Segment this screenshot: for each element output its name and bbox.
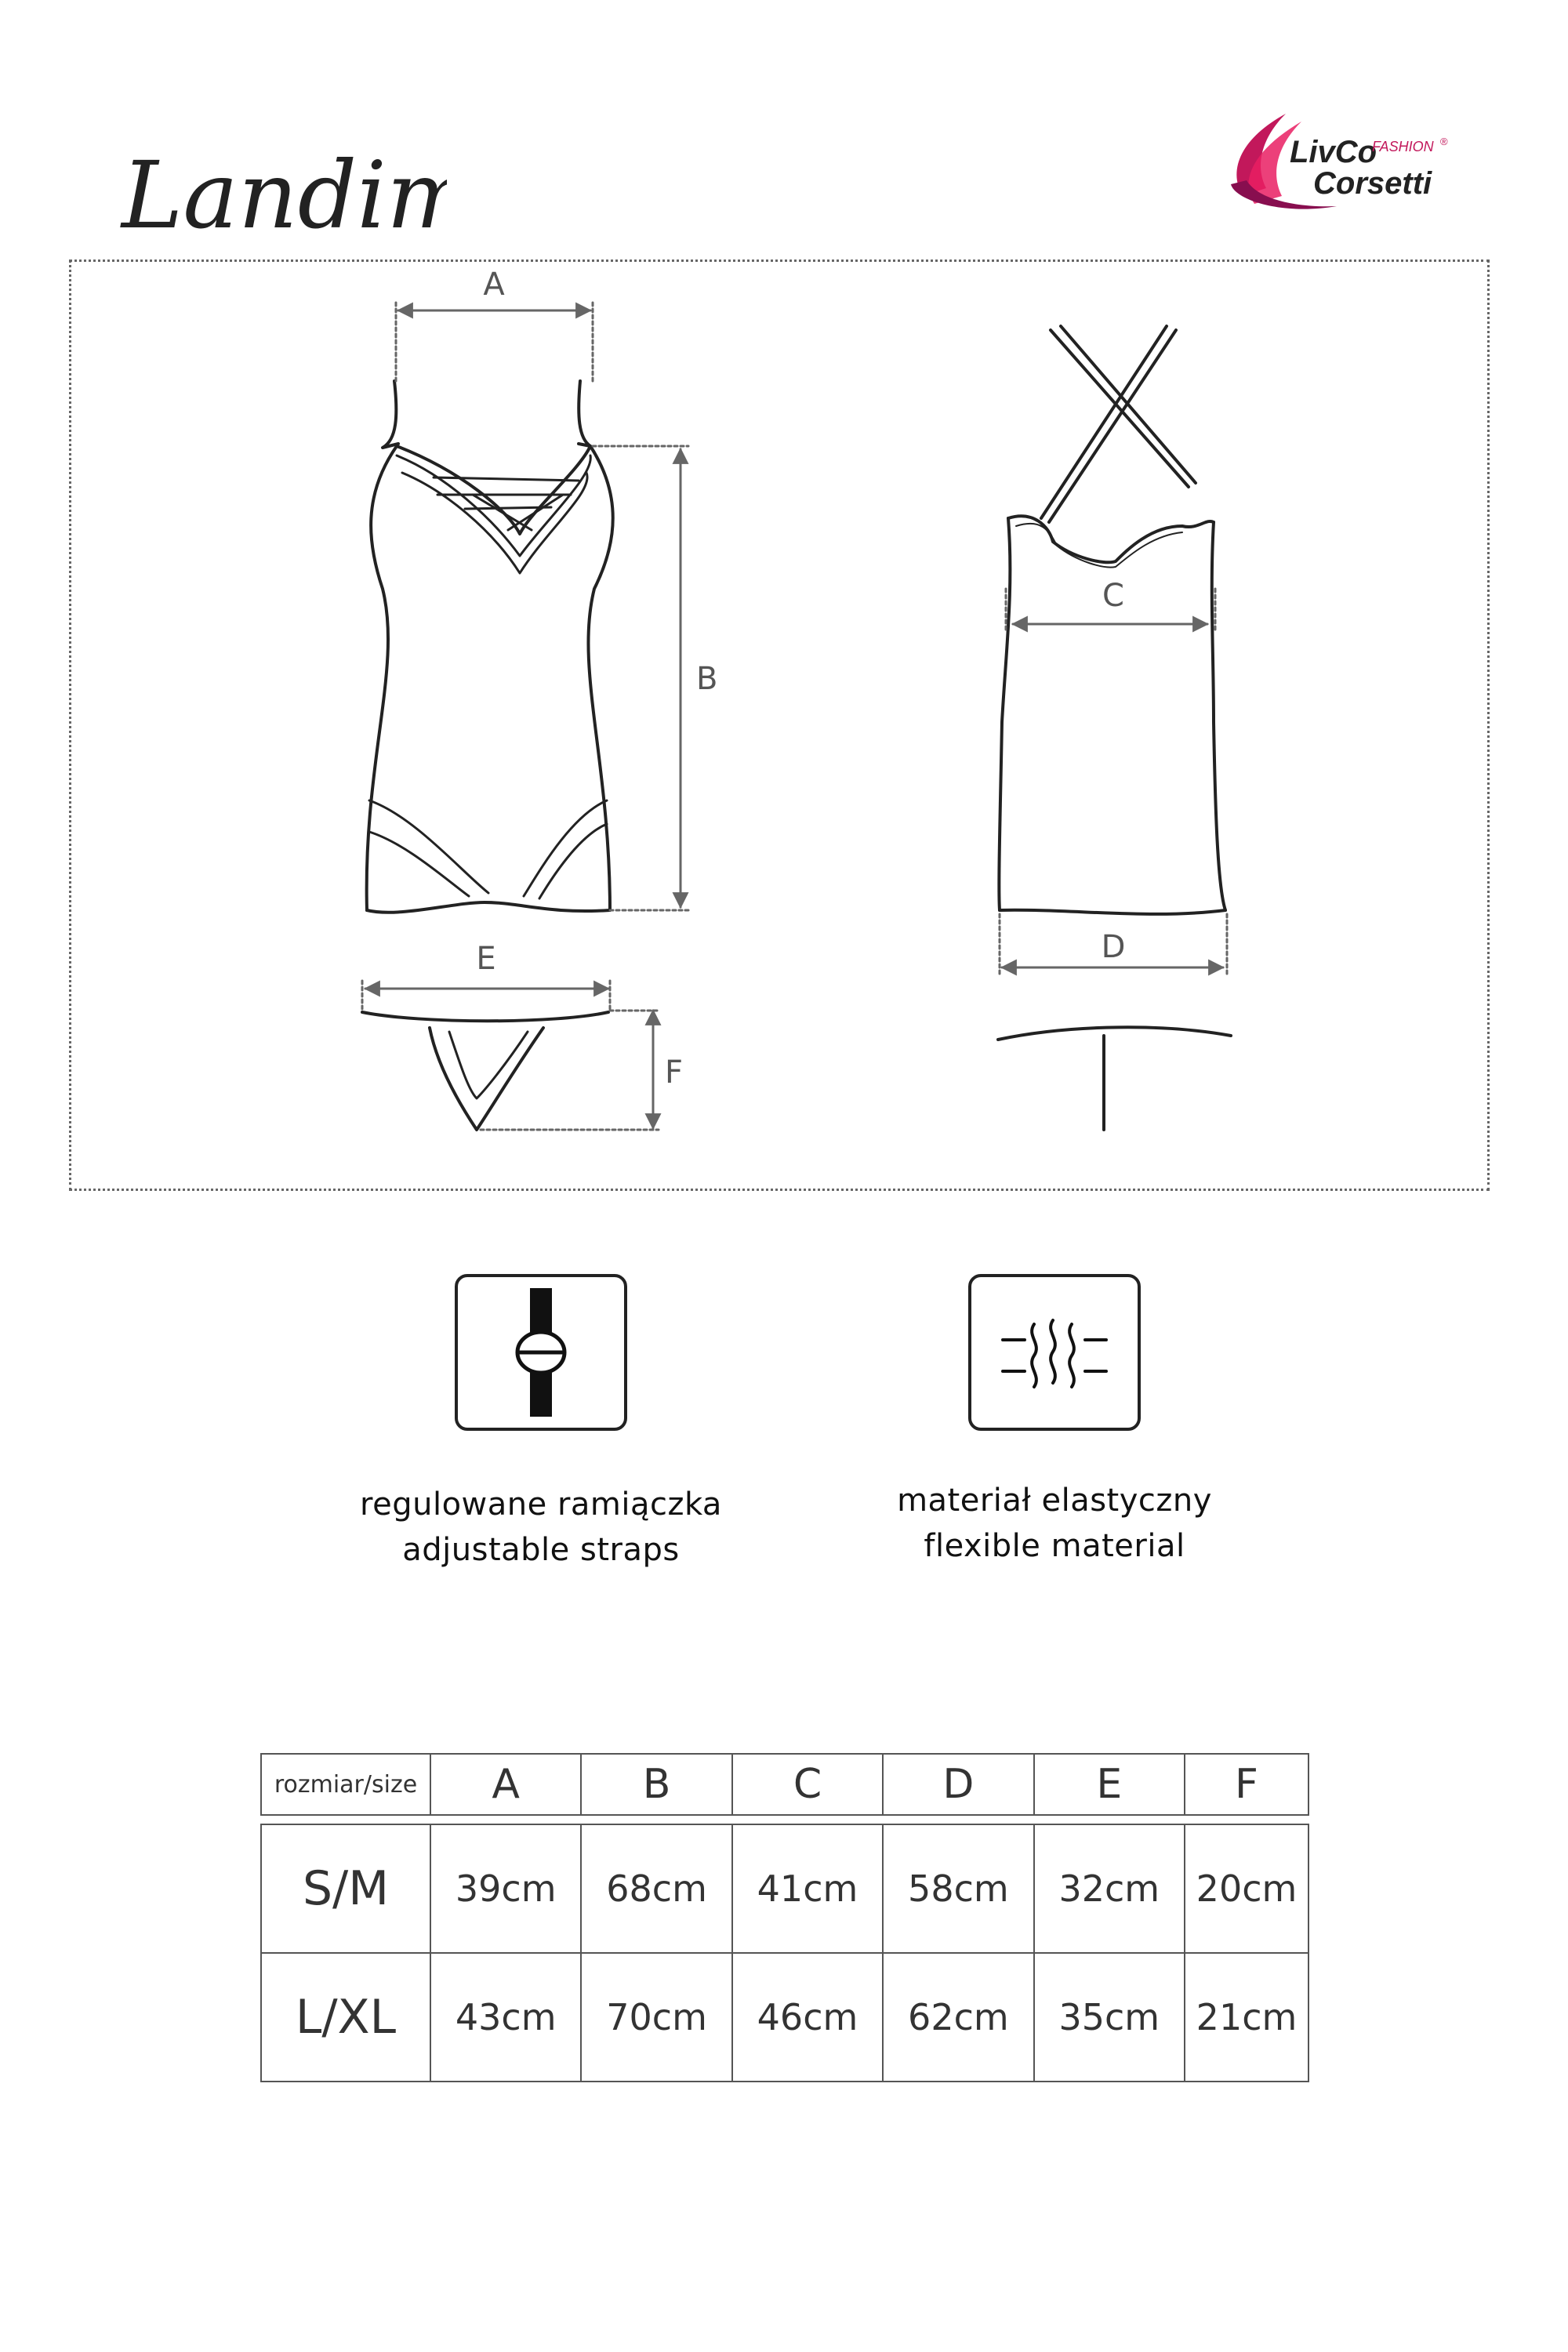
table-cell: 20cm — [1185, 1824, 1308, 1953]
dimension-f — [481, 1011, 659, 1130]
brand-logo — [1211, 106, 1478, 223]
table-cell: 46cm — [732, 1953, 883, 2082]
table-cell: 43cm — [430, 1953, 581, 2082]
table-cell: 21cm — [1185, 1953, 1308, 2082]
size-table — [260, 1753, 1309, 2082]
table-cell: 32cm — [1034, 1824, 1185, 1953]
table-row — [261, 1953, 1308, 2082]
product-title-text: Landim — [122, 141, 447, 249]
col-header-f: F — [1185, 1754, 1308, 1815]
col-header-c: C — [732, 1754, 883, 1815]
chemise-back-drawing — [998, 326, 1231, 1130]
feature-flexible-pl: materiał elastyczny — [897, 1483, 1212, 1519]
brand-registered: ® — [1440, 136, 1448, 147]
table-cell: 41cm — [732, 1824, 883, 1953]
table-cell: 39cm — [430, 1824, 581, 1953]
garment-diagram — [69, 260, 1490, 1191]
brand-fashion: FASHION — [1372, 139, 1434, 154]
size-table-corner: rozmiar/size — [261, 1754, 430, 1815]
table-cell: 70cm — [581, 1953, 731, 2082]
dimension-e — [362, 981, 610, 1012]
feature-adjustable-en: adjustable straps — [402, 1532, 680, 1568]
label-f: F — [665, 1054, 684, 1091]
feature-adjustable-straps — [337, 1482, 745, 1573]
feature-adjustable-pl: regulowane ramiączka — [360, 1486, 722, 1523]
brand-line2: Corsetti — [1313, 166, 1432, 201]
label-a: A — [483, 267, 505, 303]
dimension-a — [396, 303, 593, 381]
table-cell: 62cm — [883, 1953, 1033, 2082]
thong-front-drawing — [362, 1012, 608, 1130]
elastic-material-icon — [968, 1274, 1141, 1431]
col-header-b: B — [581, 1754, 731, 1815]
brand-line1: LivCo — [1290, 135, 1377, 169]
product-title — [118, 118, 447, 259]
label-d: D — [1101, 929, 1126, 965]
size-table-header — [260, 1753, 1309, 1816]
table-cell: 58cm — [883, 1824, 1033, 1953]
table-row — [261, 1824, 1308, 1953]
adjustable-strap-icon — [455, 1274, 627, 1431]
size-table-body — [260, 1824, 1309, 2082]
table-cell: 68cm — [581, 1824, 731, 1953]
label-e: E — [476, 941, 496, 977]
size-label: S/M — [261, 1824, 430, 1953]
col-header-a: A — [430, 1754, 581, 1815]
table-cell: 35cm — [1034, 1953, 1185, 2082]
col-header-d: D — [883, 1754, 1033, 1815]
feature-flexible-material — [851, 1478, 1258, 1569]
label-c: C — [1102, 578, 1124, 614]
size-label: L/XL — [261, 1953, 430, 2082]
feature-flexible-en: flexible material — [924, 1528, 1185, 1564]
chemise-front-drawing — [367, 381, 613, 913]
label-b: B — [696, 661, 718, 697]
col-header-e: E — [1034, 1754, 1185, 1815]
